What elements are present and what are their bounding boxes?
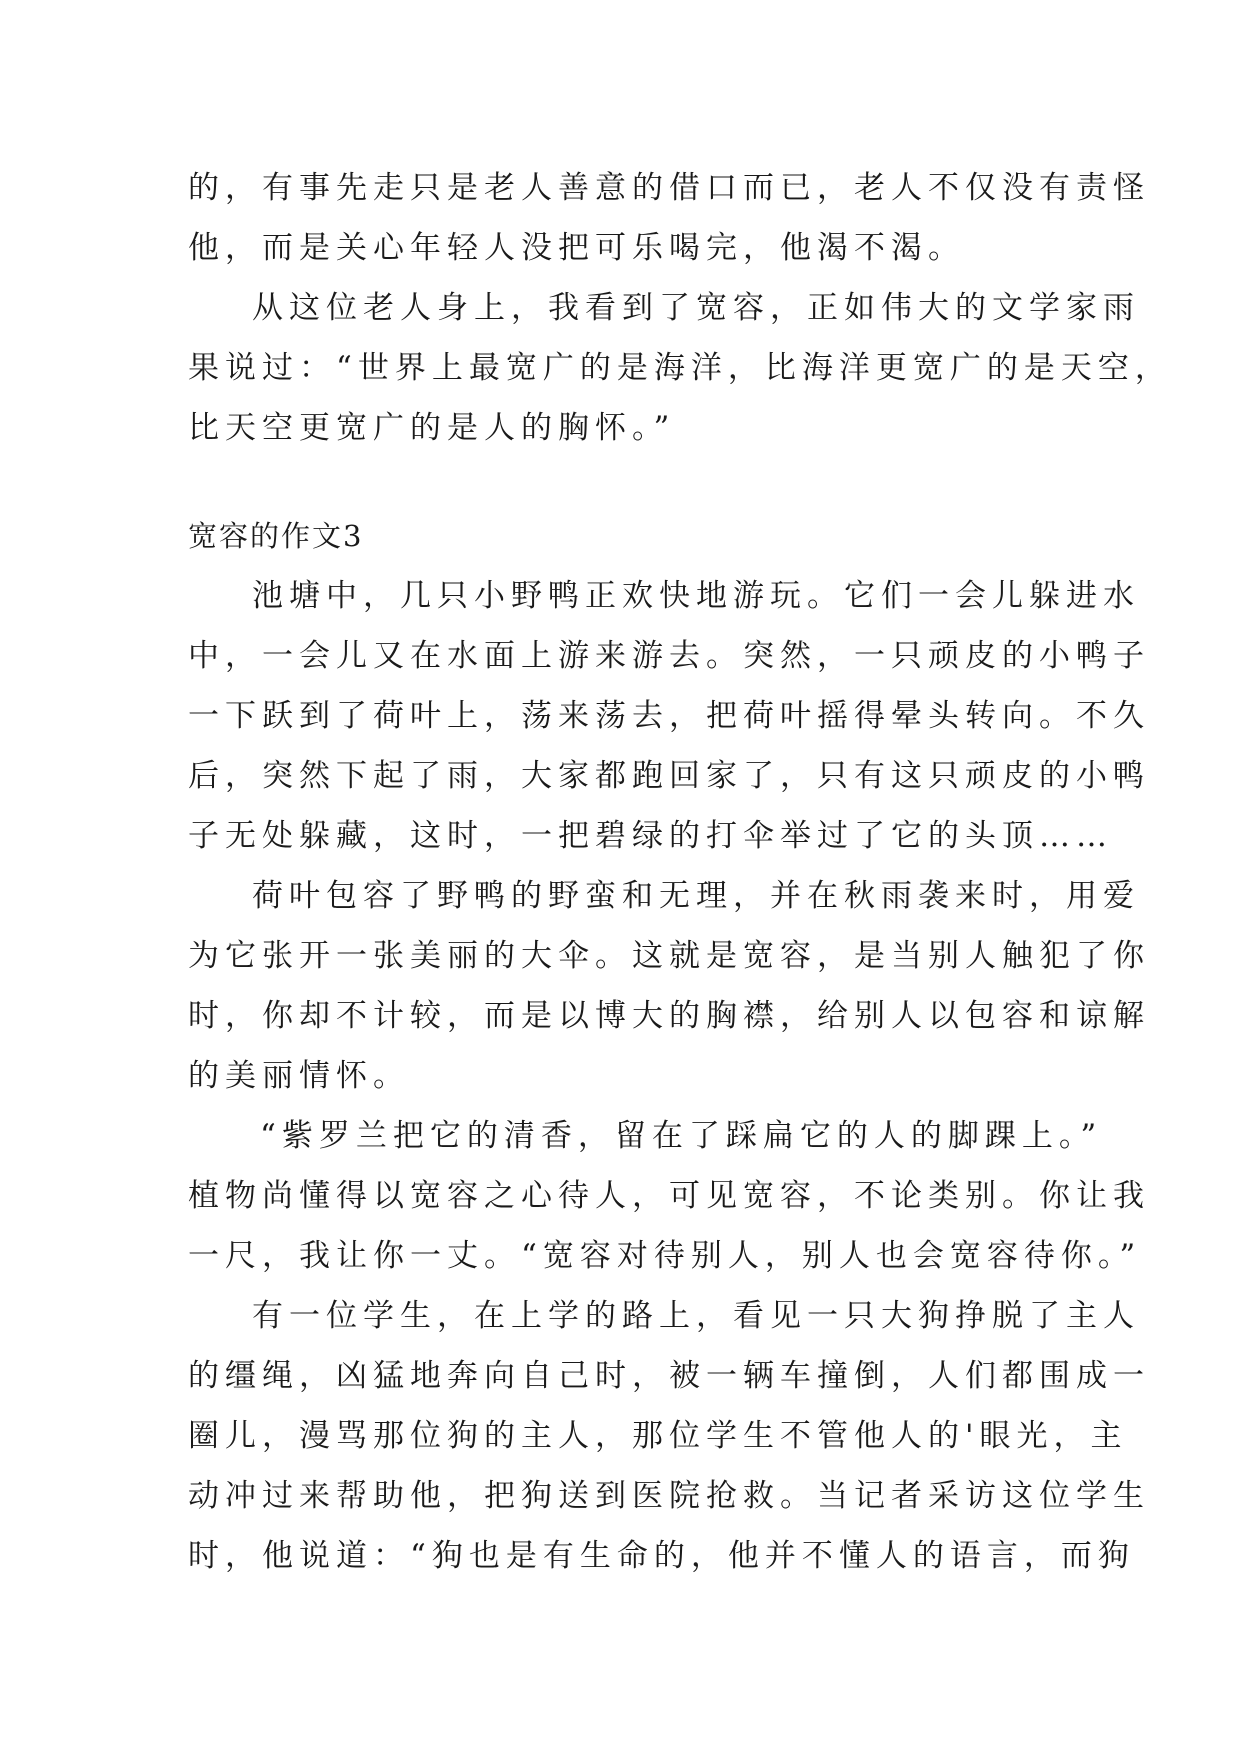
text-line: 的，有事先走只是老人善意的借口而已，老人不仅没有责怪 <box>188 170 1150 206</box>
paragraph <box>188 1286 1150 1586</box>
text-line: 从这位老人身上，我看到了宽容，正如伟大的文学家雨 <box>252 290 1140 326</box>
text-line: 时，他说道：“狗也是有生命的，他并不懂人的语言，而狗 <box>188 1538 1135 1574</box>
section-gap <box>188 458 1054 506</box>
text-line: 一尺，我让你一丈。“宽容对待别人，别人也会宽容待你。” <box>188 1238 1142 1274</box>
text-line: 植物尚懂得以宽容之心待人，可见宽容，不论类别。你让我 <box>188 1178 1150 1214</box>
text-line: 他，而是关心年轻人没把可乐喝完，他渴不渴。 <box>188 230 965 266</box>
text-line: 比天空更宽广的是人的胸怀。” <box>188 410 676 446</box>
paragraph <box>188 566 1150 866</box>
paragraph <box>188 866 1150 1106</box>
text-line: 圈儿，漫骂那位狗的主人，那位学生不管他人的'眼光，主 <box>188 1418 1128 1454</box>
text-line: 为它张开一张美丽的大伞。这就是宽容，是当别人触犯了你 <box>188 938 1150 974</box>
text-line: 子无处躲藏，这时，一把碧绿的打伞举过了它的头顶…… <box>188 818 1113 854</box>
text-line: 的缰绳，凶猛地奔向自己时，被一辆车撞倒，人们都围成一 <box>188 1358 1150 1394</box>
text-line: 果说过：“世界上最宽广的是海洋，比海洋更宽广的是天空， <box>188 350 1172 386</box>
text-line: 池塘中，几只小野鸭正欢快地游玩。它们一会儿躲进水 <box>252 578 1140 614</box>
text-line: 有一位学生，在上学的路上，看见一只大狗挣脱了主人 <box>252 1298 1140 1334</box>
text-line: 动冲过来帮助他，把狗送到医院抢救。当记者采访这位学生 <box>188 1478 1150 1514</box>
paragraph <box>188 1106 1150 1286</box>
text-line: 时，你却不计较，而是以博大的胸襟，给别人以包容和谅解 <box>188 998 1150 1034</box>
text-line: 的美丽情怀。 <box>188 1058 410 1094</box>
text-line: 后，突然下起了雨，大家都跑回家了，只有这只顽皮的小鸭 <box>188 758 1150 794</box>
paragraph <box>188 158 1150 278</box>
document-page <box>188 158 1172 1586</box>
paragraph <box>188 278 1172 458</box>
section-title: 宽容的作文3 <box>188 519 364 553</box>
text-line: 荷叶包容了野鸭的野蛮和无理，并在秋雨袭来时，用爱 <box>252 878 1140 914</box>
text-line: 一下跃到了荷叶上，荡来荡去，把荷叶摇得晕头转向。不久 <box>188 698 1150 734</box>
text-line: 中，一会儿又在水面上游来游去。突然，一只顽皮的小鸭子 <box>188 638 1150 674</box>
text-line: “紫罗兰把它的清香，留在了踩扁它的人的脚踝上。” <box>260 1118 1103 1154</box>
